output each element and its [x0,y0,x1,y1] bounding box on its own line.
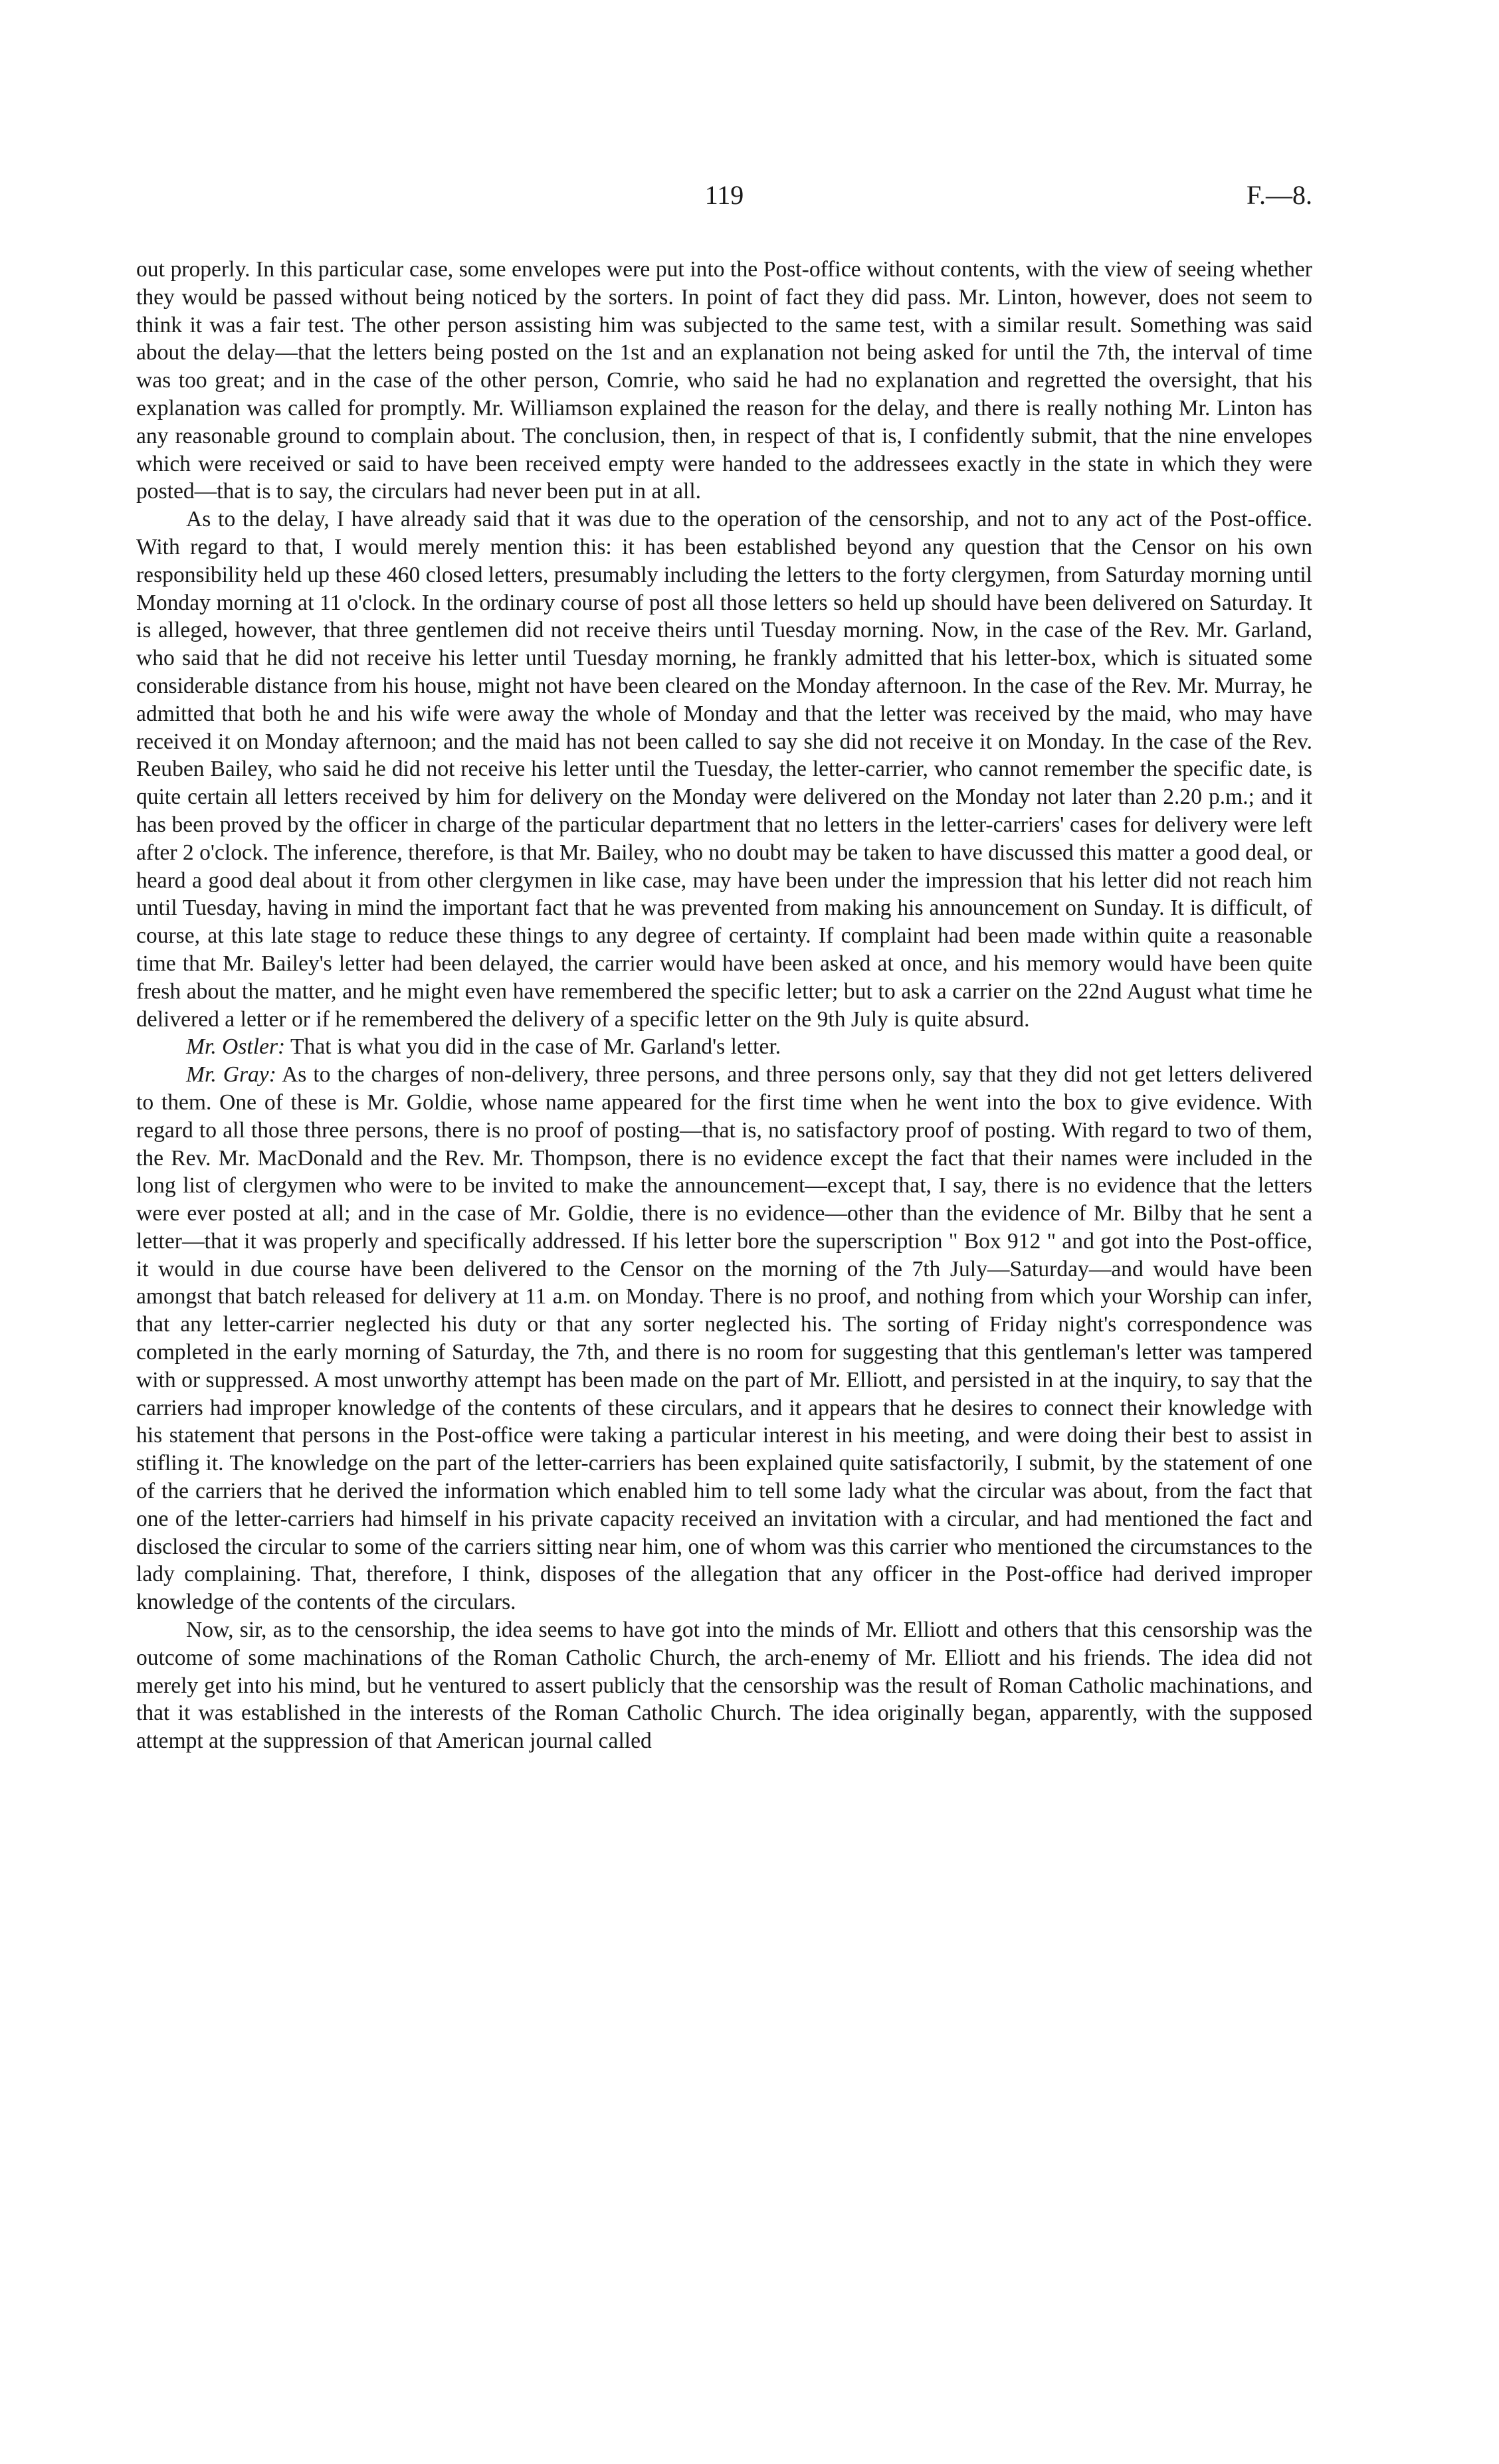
speaker-gray: Mr. Gray: [186,1062,276,1088]
speaker-ostler: Mr. Ostler: [186,1034,286,1060]
paragraph-2-text: As to the delay, I have already said that it was due to the operation of the censorship, and not to any act of the Post-office. With regard to that, I would merely mention this: it has been established beyond any question that the Censor on his own responsibility held up these 460 closed letters, presumably including the letters to the forty clergymen, from Saturday morning until Monday morning at 11 o'clock. In the ordinary course of post all those letters so held up should have been delivered on Saturday. It is alleged, however, that three gentlemen did not receive theirs until Tuesday morning. Now, in the case of the Rev. Mr. Garland, who said that he did not receive his letter until Tuesday morning, he frankly admitted that his letter-box, which is situated some considerable distance from his house, might not have been cleared on the Monday afternoon. In the case of the Rev. Mr. Murray, he admitted that both he and his wife were away the whole of Monday and that the letter was received by the maid, who may have received it on Monday afternoon; and the maid has not been called to say she did not receive it on Monday. In the case of the Rev. Reuben Bailey, who said he did not receive his letter until the Tuesday, the letter-carrier, who cannot remember the specific date, is quite certain all letters received by him for delivery on the Monday were delivered on the Monday not later than 2.20 p.m.; and it has been proved by the officer in charge of the particular department that no letters in the letter-carriers' cases for delivery were left after 2 o'clock. The inference, therefore, is that Mr. Bailey, who no doubt may be taken to have discussed this matter a good deal, or heard a good deal about it from other clergymen in like case, may have been under the impression that his letter did not reach him until Tuesday, having in mind the important fact that he was prevented from making his announcement on Sunday. It is difficult, of course, at this late stage to reduce these things to any degree of certainty. If complaint had been made within quite a reasonable time that Mr. Bailey's letter had been delayed, the carrier would have been asked at once, and his memory would have been quite fresh about the matter, and he might even have remembered the specific letter; but to ask a carrier on the 22nd August what time he delivered a letter or if he remembered the delivery of a specific letter on the 9th July is quite absurd. [136,507,1312,1032]
paragraph-4-text: As to the charges of non-delivery, three persons, and three persons only, say that they did not get letters delivered to them. One of these is Mr. Goldie, whose name appeared for the first time when he went into the box to give evidence. With regard to all those three persons, there is no proof of posting—that is, no satisfactory proof of posting. With regard to two of them, the Rev. Mr. MacDonald and the Rev. Mr. Thompson, there is no evidence except the fact that their names were included in the long list of clergymen who were to be invited to make the announcement—except that, I say, there is no evidence that the letters were ever posted at all; and in the case of Mr. Goldie, there is no evidence—other than the evidence of Mr. Bilby that he sent a letter—that it was properly and specifically addressed. If his letter bore the superscription " Box 912 " and got into the Post-office, it would in due course have been delivered to the Censor on the morning of the 7th July—Saturday—and would have been amongst that batch released for delivery at 11 a.m. on Monday. There is no proof, and nothing from which your Worship can infer, that any letter-carrier neglected his duty or that any sorter neglected his. The sorting of Friday night's correspondence was completed in the early morning of Saturday, the 7th, and there is no room for suggesting that this gentleman's letter was tampered with or suppressed. A most unworthy attempt has been made on the part of Mr. Elliott, and persisted in at the inquiry, to say that the carriers had improper knowledge of the contents of these circulars, and it appears that he desires to connect their knowledge with his statement that persons in the Post-office were taking a particular interest in his meeting, and were doing their best to assist in stifling it. The knowledge on the part of the letter-carriers has been explained quite satisfactorily, I submit, by the statement of one of the carriers that he derived the information which enabled him to tell some lady what the circular was about, from the fact that one of the letter-carriers had himself in his private capacity received an invitation with a circular, and had mentioned the fact and disclosed the circular to some of the carriers sitting near him, one of whom was this carrier who mentioned the circumstances to the lady complaining. That, therefore, I think, disposes of the allegation that any officer in the Post-office had derived improper knowledge of the contents of the circulars. [136,1062,1313,1615]
paragraph-3 [136,1033,1312,1061]
page-number: 119 [704,180,744,210]
paragraph-1 [136,256,1312,506]
paragraph-3-text: That is what you did in the case of Mr. Garland's letter. [290,1034,781,1060]
page-header [136,179,1312,219]
paragraph-5 [136,1616,1312,1755]
paragraph-2 [136,506,1312,1033]
document-reference: F.—8. [1246,180,1312,210]
paragraph-4 [136,1061,1312,1616]
body-text [136,256,1312,1755]
paragraph-1-text: out properly. In this particular case, some envelopes were put into the Post-office without contents, with the view of seeing whether they would be passed without being noticed by the sorters. In point of fact they did pass. Mr. Linton, however, does not seem to think it was a fair test. The other person assisting him was subjected to the same test, with a similar result. Something was said about the delay—that the letters being posted on the 1st and an explanation not being asked for until the 7th, the interval of time was too great; and in the case of the other person, Comrie, who said he had no explanation and regretted the oversight, that his explanation was called for promptly. Mr. Williamson explained the reason for the delay, and there is really nothing Mr. Linton has any reasonable ground to complain about. The conclusion, then, in respect of that is, I confidently submit, that the nine envelopes which were received or said to have been received empty were handed to the addressees exactly in the state in which they were posted—that is to say, the circulars had never been put in at all. [136,257,1312,504]
paragraph-5-text: Now, sir, as to the censorship, the idea seems to have got into the minds of Mr. Elliott and others that this censorship was the outcome of some machinations of the Roman Catholic Church, the arch-enemy of Mr. Elliott and his friends. The idea did not merely get into his mind, but he ventured to assert publicly that the censorship was the result of Roman Catholic machinations, and that it was established in the interests of the Roman Catholic Church. The idea originally began, apparently, with the supposed attempt at the suppression of that American journal called [136,1618,1312,1754]
